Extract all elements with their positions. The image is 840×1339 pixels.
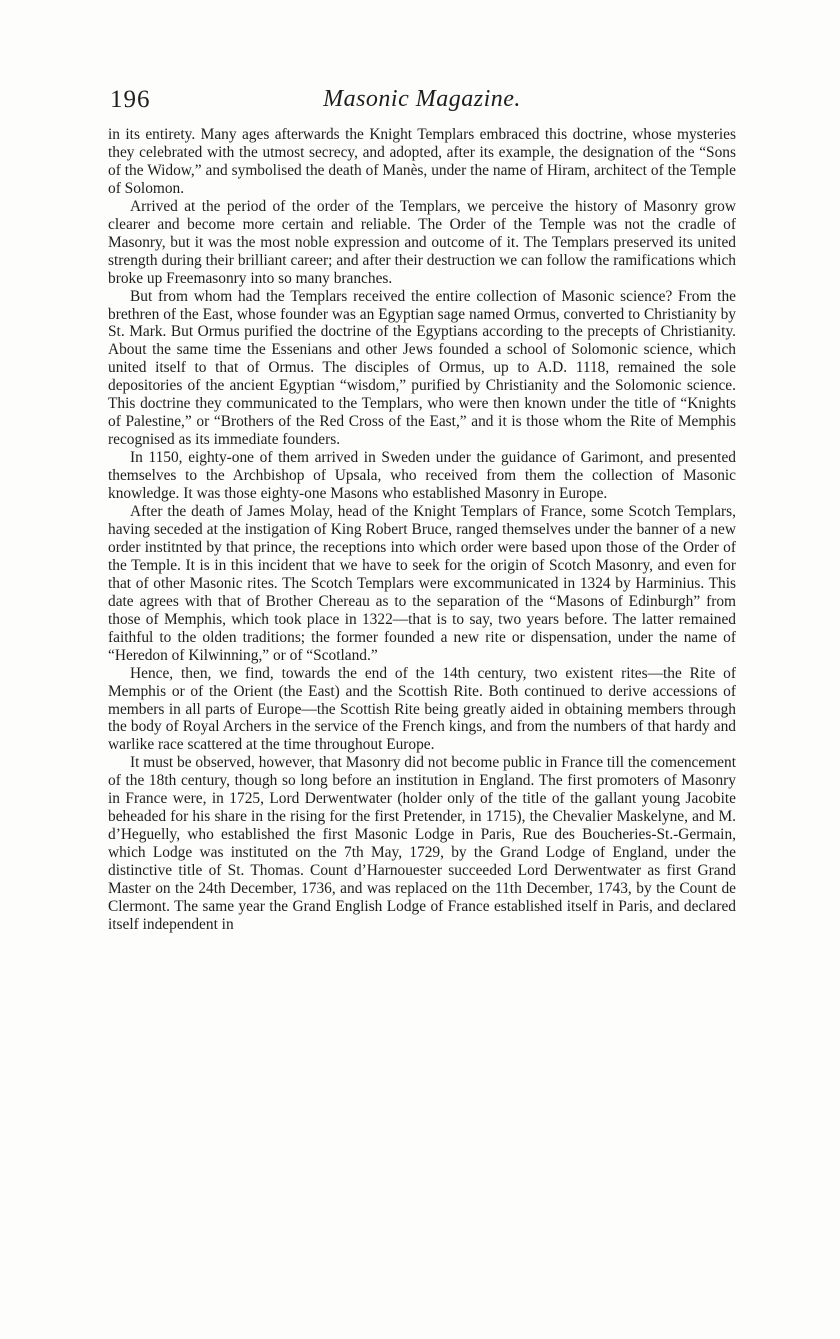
paragraph-7: It must be observed, however, that Masonry did not become public in France till the comencement of the 18th century, though so long before an institution in England. The first promoters of Masonry in France were, in 1725, Lord Derwentwater (holder only of the title of the gallant young Jacobite beheaded for his share in the rising for the first Pretender, in 1715), the Chevalier Maskelyne, and M. d’Heguelly, who established the first Masonic Lodge in Paris, Rue des Boucheries-St.-Germain, which Lodge was instituted on the 7th May, 1729, by the Grand Lodge of England, under the distinctive title of St. Thomas. Count d’Harnouester succeeded Lord Derwentwater as first Grand Master on the 24th December, 1736, and was replaced on the 11th December, 1743, by the Count de Clermont. The same year the Grand English Lodge of France established itself in Paris, and declared itself independent in <box>108 754 736 933</box>
paragraph-6: Hence, then, we find, towards the end of the 14th century, two existent rites—the Rite of Memphis or of the Orient (the East) and the Scottish Rite. Both continued to derive accessions of members in all parts of Europe—the Scottish Rite being greatly aided in obtaining members through the body of Royal Archers in the service of the French kings, and from the numbers of that hardy and warlike race scattered at the time throughout Europe. <box>108 664 736 754</box>
paragraph-2: Arrived at the period of the order of the Templars, we perceive the history of Masonry grow clearer and become more certain and reliable. The Order of the Temple was not the cradle of Masonry, but it was the most noble expression and outcome of it. The Templars preserved its united strength during their brilliant career; and after their destruction we can follow the ramifications which broke up Freemasonry into so many branches. <box>108 197 736 287</box>
running-head <box>108 86 736 120</box>
paragraph-5: After the death of James Molay, head of the Knight Templars of France, some Scotch Templars, having seceded at the instigation of King Robert Bruce, ranged themselves under the banner of a new order institnted by that prince, the receptions into which order were based upon those of the Order of the Temple. It is in this incident that we have to seek for the origin of Scotch Masonry, and even for that of other Masonic rites. The Scotch Templars were excommunicated in 1324 by Harminius. This date agrees with that of Brother Chereau as to the separation of the “Masons of Edinburgh” from those of Memphis, which took place in 1322—that is to say, two years before. The latter remained faithful to the olden traditions; the former founded a new rite or dispensation, under the name of “Heredon of Kilwinning,” or of “Scotland.” <box>108 503 736 664</box>
paragraph-4: In 1150, eighty-one of them arrived in Sweden under the guidance of Garimont, and presented themselves to the Archbishop of Upsala, who received from them the collection of Masonic knowledge. It was those eighty-one Masons who established Masonry in Europe. <box>108 449 736 503</box>
magazine-title: Masonic Magazine. <box>323 86 521 112</box>
page-number: 196 <box>110 86 151 113</box>
paragraph-1: in its entirety. Many ages afterwards the Knight Templars embraced this doctrine, whose mysteries they celebrated with the utmost secrecy, and adopted, after its example, the designation of the “Sons of the Widow,” and symbolised the death of Manès, under the name of Hiram, architect of the Temple of Solomon. <box>108 126 736 197</box>
magazine-page <box>108 86 736 934</box>
article-body <box>108 126 736 934</box>
paragraph-3: But from whom had the Templars received the entire collection of Masonic science? From the brethren of the East, whose founder was an Egyptian sage named Ormus, converted to Christianity by St. Mark. But Ormus purified the doctrine of the Egyptians according to the precepts of Christianity. About the same time the Essenians and other Jews founded a school of Solomonic science, which united itself to that of Ormus. The disciples of Ormus, up to A.D. 1118, remained the sole depositories of the ancient Egyptian “wisdom,” purified by Christianity and the Solomonic science. This doctrine they communicated to the Templars, who were then known under the title of “Knights of Palestine,” or “Brothers of the Red Cross of the East,” and it is those whom the Rite of Memphis recognised as its immediate founders. <box>108 287 736 449</box>
